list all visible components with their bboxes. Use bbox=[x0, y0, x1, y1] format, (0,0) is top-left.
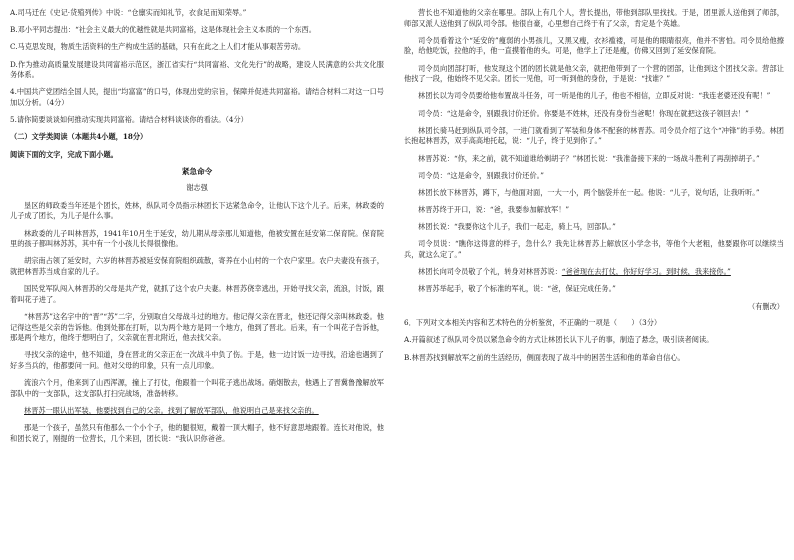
story-paragraph: 林晋苏终于开口，说：“爸，我要参加解放军！” bbox=[418, 205, 570, 215]
story-paragraph: 林团长以为司令员要给他布置战斗任务，可一听是他的儿子，他也不相信，立即反对说：“我连老婆还没有呢！” bbox=[418, 91, 771, 101]
question-5: 5.请你简要谈谈如何推动实现共同富裕。请结合材料谈谈你的看法。（4分） bbox=[10, 115, 248, 125]
story-paragraph: 胡宗南占领了延安时，六岁的林晋苏被延安保育院组织疏散，寄养在小山村的一个农户家里。农户夫妻没有孩子，就把林晋苏当成自家的儿子。 bbox=[10, 256, 384, 277]
option-b: B.林晋苏找到解放军之前的生活经历，侧面表现了战斗中的困苦生活和他的革命自信心。 bbox=[404, 352, 685, 362]
story-paragraph: 林团长说：“我要你这个儿子，我们一起走，骑上马，回部队。” bbox=[418, 222, 616, 232]
story-paragraph: 那是一个孩子，虽然只有他那么一个小个子，他的腿很短，戴着一顶大帽子，他不好意思地跟着。连长对他说，他和团长说了，刚提的一位营长，几个来回，团长说：“我认识你爸爸。 bbox=[10, 423, 384, 443]
story-final-paragraph: 林晋苏举起手，敬了个标准的军礼，说：“爸，保证完成任务。” bbox=[418, 284, 616, 294]
story-paragraph: 司令员看着这个“延安的”瘦弱的小男孩儿，又黑又瘦，衣衫褴褛，可是他的眼睛很亮，他并不害怕。司令员给他擦脸，给他吃饭，拉他的手，他一直摸着他的头。可是，他学上了还是瘦，仿佛又回到了延安保育院。 bbox=[404, 35, 784, 56]
story-paragraph: “林晋苏”这名字中的“晋”“苏”二字，分别取自父母战斗过的地方。他记得父亲在晋北，他还记得父亲叫林政委。他记得这些是父亲的告诉他。他到处都在打听，以为两个地方是同一个地方，他到了晋北。后来，有一个叫花子告诉他，那是两个地方，他终于想明白了，父亲就在晋北附近，他去找父亲。 bbox=[10, 312, 384, 343]
underlined-quote: “爸爸现在去打仗，你好好学习。到时候，我来接你。” bbox=[561, 267, 731, 277]
story-paragraph: 林团长放下林晋苏，蹲下，与他面对面，一大一小，两个脑袋并在一起。他说：“儿子，说句话，让我听听。” bbox=[418, 187, 760, 197]
right-column bbox=[404, 8, 784, 370]
section-heading: （二）文学类阅读（本题共4小题，18分） bbox=[10, 132, 148, 142]
story-paragraph: 林政委的儿子叫林晋苏，1941年10月生于延安，幼儿期从母亲那儿知道他，他被安置在延安第二保育院。保育院里的孩子都叫林苏苏，其中有一个小孩儿长得很像他。 bbox=[10, 228, 384, 249]
question-6: 6．下列对文本相关内容和艺术特色的分析鉴赏，不正确的一项是（ ）（3分） bbox=[404, 318, 662, 328]
story-paragraph: 国民党军队闯入林晋苏的父母是共产党，就抓了这个农户夫妻。林晋苏侥幸逃出，开始寻找父亲，流浪，讨饭，跟着叫花子进了。 bbox=[10, 284, 384, 304]
option-a: A.开篇叙述了纵队司令员以紧急命令的方式让林团长认下儿子的事，制造了悬念，吸引读者阅读。 bbox=[404, 335, 714, 345]
left-column bbox=[10, 8, 384, 451]
story-paragraph: 司令员：“这是命令，别跟我讨价还价。” bbox=[418, 170, 544, 180]
question-4: 4.中国共产党团结全国人民，提出“均富富”的口号，体现出党的宗旨，保障并促进共同富裕。请结合材料二对这一口号加以分析。（4分） bbox=[10, 87, 384, 107]
option-c: C.马克思发现，物质生活资料的生产构成生活的基础，只有在此之上人们才能从事艰苦劳动。 bbox=[10, 42, 306, 52]
story-paragraph: 垦区的师政委当年还是个团长，姓林，纵队司令员指示林团长下达紧急命令，让他认下这个儿子。后来，林政委的儿子成了团长，为儿子是什么事。 bbox=[10, 200, 384, 221]
story-paragraph: 林团长骑马赶到纵队司令部，一进门就看到了军装和身体不配套的林晋苏。司令员介绍了这个“冲锋”的手势。林团长抱起林晋苏，双手高高地托起，说：“儿子，终于见到你了。” bbox=[404, 125, 784, 146]
story-paragraph: 寻找父亲的途中，他不知道，身在晋北的父亲正在一次战斗中负了伤。于是，他一边讨饭一边寻找，沿途也遇到了好多当兵的，他都要问一问。他对父母的印象，只有一点儿印象。 bbox=[10, 350, 384, 370]
option-d: D.作为推动高质量发展建设共同富裕示范区，浙江省实行“共同富裕、文化先行”的战略，建设人民满意的公共文化服务体系。 bbox=[10, 59, 384, 80]
story-paragraph: 司令员说：“瞧你这得意的样子，急什么？我先让林晋苏上解放区小学念书，等他个大老粗，他要跟你可以继续当兵，就这么定了。” bbox=[404, 239, 784, 260]
underlined-paragraph: 林晋苏一眼认出军装，他要找到自己的父亲。找到了解放军部队，他说明自己是来找父亲的。 bbox=[24, 405, 319, 415]
story-paragraph: 林团长向司令员敬了个礼，转身对林晋苏说：“爸爸现在去打仗，你好好学习。到时候，我来接你。” bbox=[418, 267, 731, 277]
story-paragraph: 司令员：“这是命令，别跟我讨价还价。你要是不姓林，还没有身份当爸呢！你现在就把这孩子领回去！” bbox=[418, 108, 749, 118]
story-paragraph: 营长也不知道他的父亲在哪里。部队上有几个人，营长提出，带他到部队里找找。于是，团里派人送他到了师部，师部又派人送他到了纵队司令部。他很自豪，心里想自己终于有了父亲，肯定是个英雄。 bbox=[404, 8, 784, 28]
option-b: B.邓小平同志提出：“社会主义最大的优越性就是共同富裕，这是体现社会主义本质的一个东西。 bbox=[10, 25, 316, 35]
reading-instruction: 阅读下面的文字，完成下面小题。 bbox=[10, 149, 118, 159]
story-title: 紧急命令 bbox=[181, 166, 213, 176]
option-a: A.司马迁在《史记·货殖列传》中说：“仓廪实而知礼节，衣食足而知荣辱。” bbox=[10, 8, 247, 17]
edit-note: （有删改） bbox=[748, 301, 784, 311]
story-paragraph: 司令员向团部打听，他发现这个团的团长就是他父亲，就把他带到了一个营的团部，让他到这个团找父亲。营部让他找了一段，他始终不见父亲。团长一见他，可一听到他的身份，于是说：“找谁？” bbox=[404, 63, 784, 84]
story-paragraph: 流浪六个月，他来到了山西浑源，撞上了打仗，他跟着一个叫花子逃出战场。硝烟散去，他遇上了晋冀鲁豫解放军部队中的一支部队，这支部队打扫完战场，准备转移。 bbox=[10, 378, 384, 398]
story-paragraph: 林晋苏说：“你，来之前，就不知道谁给剃胡子？”林团长说：“我准备接下来的一场战斗胜利了再刮掉胡子。” bbox=[418, 153, 760, 163]
story-author: 谢志强 bbox=[186, 183, 208, 193]
